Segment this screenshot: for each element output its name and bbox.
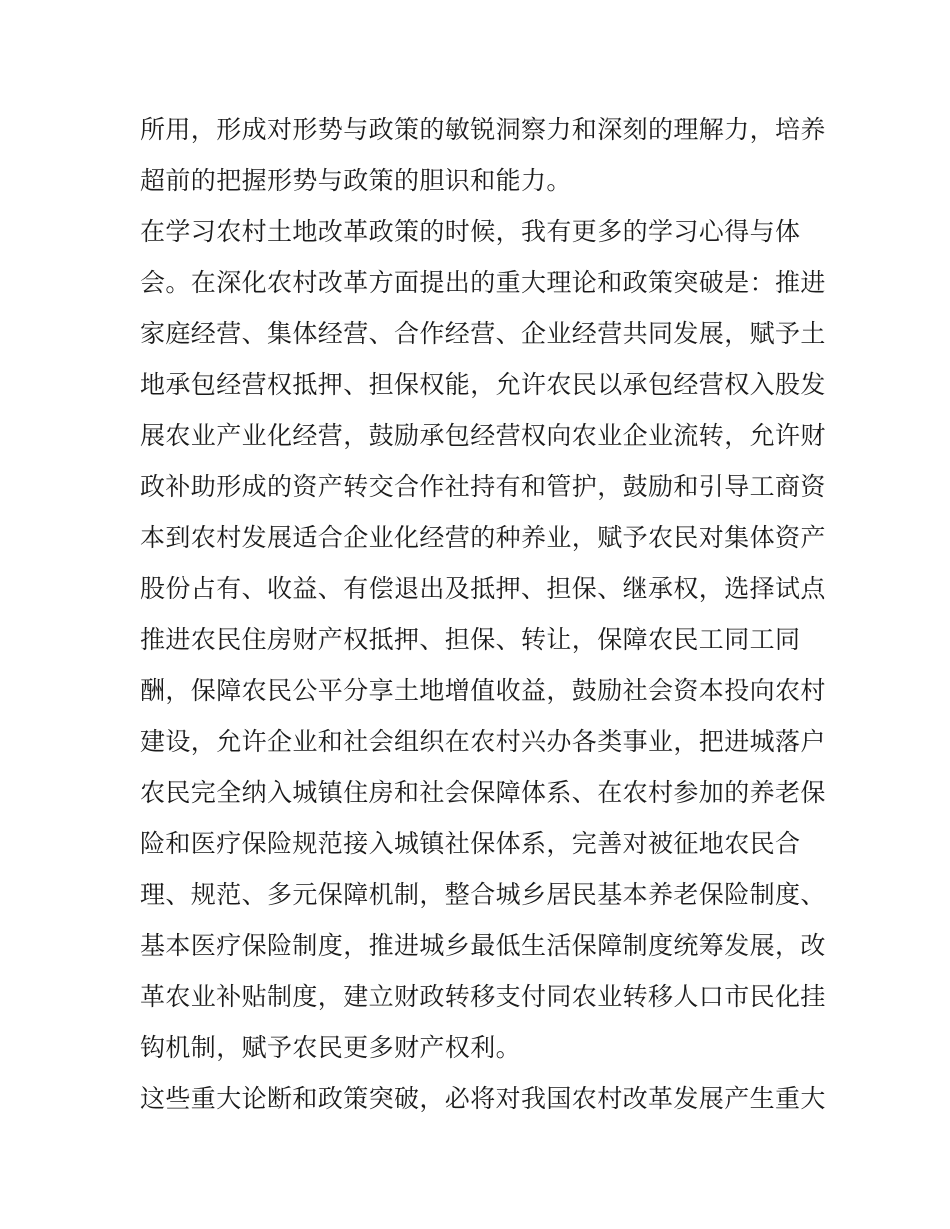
text-line: 股份占有、收益、有偿退出及抵押、担保、继承权，选择试点 [140,574,826,603]
text-line: 本到农村发展适合企业化经营的种养业，赋予农民对集体资产 [140,523,826,552]
text-line: 建设，允许企业和社会组织在农村兴办各类事业，把进城落户 [140,727,826,756]
text-line: 酬，保障农民公平分享土地增值收益，鼓励社会资本投向农村 [140,676,826,705]
text-line: 在学习农村土地改革政策的时候，我有更多的学习心得与体 [140,217,801,246]
text-line: 钩机制，赋予农民更多财产权利。 [140,1033,522,1062]
text-line: 理、规范、多元保障机制，整合城乡居民基本养老保险制度、 [140,880,826,909]
text-line: 农民完全纳入城镇住房和社会保障体系、在农村参加的养老保 [140,778,826,807]
text-line: 会。在深化农村改革方面提出的重大理论和政策突破是：推进 [140,268,826,297]
text-line: 家庭经营、集体经营、合作经营、企业经营共同发展，赋予土 [140,319,826,348]
document-body [140,104,826,1124]
text-line: 所用，形成对形势与政策的敏锐洞察力和深刻的理解力，培养 [140,115,826,144]
text-line: 地承包经营权抵押、担保权能，允许农民以承包经营权入股发 [140,370,826,399]
text-line: 基本医疗保险制度，推进城乡最低生活保障制度统筹发展，改 [140,931,826,960]
text-line: 超前的把握形势与政策的胆识和能力。 [140,166,572,195]
text-line: 政补助形成的资产转交合作社持有和管护，鼓励和引导工商资 [140,472,826,501]
text-line: 展农业产业化经营，鼓励承包经营权向农业企业流转，允许财 [140,421,826,450]
text-line: 险和医疗保险规范接入城镇社保体系，完善对被征地农民合 [140,829,801,858]
text-line: 这些重大论断和政策突破，必将对我国农村改革发展产生重大 [140,1084,826,1113]
text-line: 革农业补贴制度，建立财政转移支付同农业转移人口市民化挂 [140,982,826,1011]
text-line: 推进农民住房财产权抵押、担保、转让，保障农民工同工同 [140,625,801,654]
